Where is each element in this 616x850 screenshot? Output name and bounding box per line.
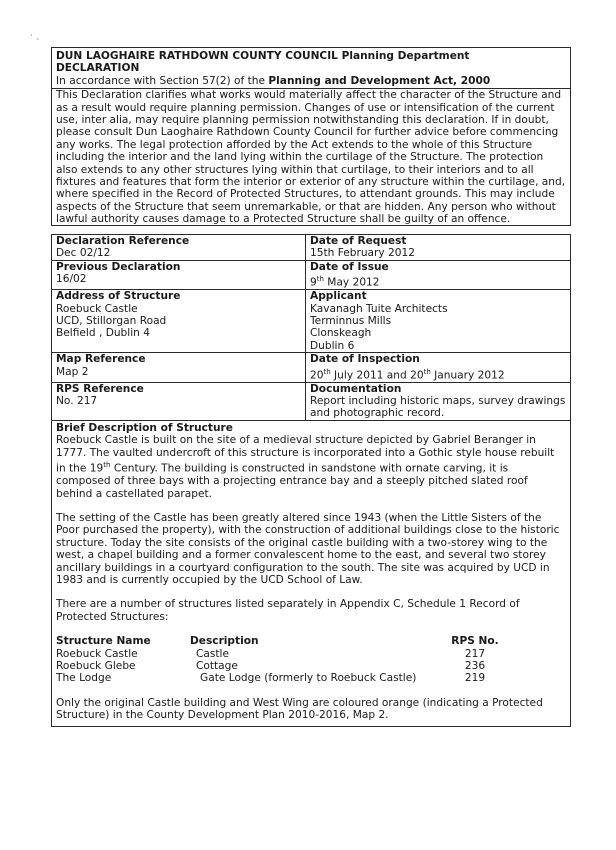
structure-rps-cell: 236 [464, 660, 486, 673]
date-of-issue-value: 9th May 2012 [310, 275, 380, 289]
details-row-3 [52, 289, 570, 352]
rps-reference-cell [52, 383, 306, 420]
act-name: Planning and Development Act, 2000 [268, 74, 491, 87]
declaration-header-box [51, 47, 571, 226]
previous-declaration-cell [52, 261, 306, 289]
council-title: DUN LAOGHAIRE RATHDOWN COUNTY COUNCIL Planning Department [56, 50, 470, 62]
offence-text: Any person who without lawful authority causes damage to a Protected Structure shall be guilty of an offence. [56, 200, 556, 226]
declaration-reference-cell [52, 235, 306, 260]
details-row-4 [52, 352, 570, 381]
documentation-value: Report including historic maps, survey drawings and photographic record. [310, 394, 566, 420]
structure-rps-cell: 217 [464, 647, 486, 660]
intro-text: This Declaration clarifies what works would materially affect the character of the Structure and as a result would require planning permission. Changes of use or intensification of the current use, inter alia, may require planning permission notwithstanding this declaration. If in doubt, please consult Dun Laoghaire Rathdown County Council for further advice before commencing any works. The legal protection afforded by the Act extends to the whole of this Structure including the interior and the land lying within the curtilage of the Structure. The protection also extends to any other structures lying within that curtilage, to their interiors and to all fixtures and features that form the interior or exterior of any structure within the curtilage, and, where specified in the Record of Protected Structures, to attendant grounds. This may include aspects of the Structure that seem unremarkable, or that are hidden. Any person who without lawful authority causes damage to a Protected Structure shall be guilty of an offence. [56, 89, 566, 226]
previous-declaration-value: 16/02 [56, 273, 87, 286]
date-of-request-value: 15th February 2012 [310, 247, 415, 260]
description-paragraph-2: The setting of the Castle has been greatly altered since 1943 (when the Little Sisters of the Poor purchased the property), with the construction of additional buildings close to the historic structure. Today the site consists of the original castle building with a two-storey wing to the west, a chapel building and a former convalescent home to the east, and several two storey ancillary buildings in a courtyard configuration to the south. The site was acquired by UCD in 1983 and is currently occupied by the UCD School of Law. [56, 511, 560, 586]
structure-name-cell: The Lodge [56, 672, 112, 685]
declaration-details-table [51, 234, 571, 421]
structure-description-box [51, 420, 571, 727]
address-line: Belfield , Dublin 4 [56, 327, 150, 340]
address-cell [52, 290, 306, 352]
intro-block [52, 88, 570, 225]
description-content [52, 421, 570, 723]
details-row-5 [52, 382, 570, 420]
structure-rps-cell: 219 [464, 672, 486, 685]
applicant-cell [306, 290, 570, 352]
rps-reference-value: No. 217 [56, 394, 98, 407]
structure-description-cell: Gate Lodge (formerly to Roebuck Castle) [200, 672, 417, 685]
structure-name-header: Structure Name [56, 635, 151, 648]
date-of-inspection-cell [306, 353, 570, 381]
applicant-line: Dublin 6 [310, 339, 355, 352]
address-line: UCD, Stillorgan Road [56, 314, 167, 327]
address-label: Address of Structure [56, 290, 181, 303]
address-line: Roebuck Castle [56, 302, 138, 315]
declaration-reference-label: Declaration Reference [56, 235, 190, 247]
scan-corner-mark: · ˎ [30, 31, 41, 41]
applicant-label: Applicant [310, 290, 367, 303]
date-of-issue-cell [306, 261, 570, 289]
details-row-2 [52, 260, 570, 289]
structure-description-cell: Castle [196, 647, 230, 660]
map-reference-cell [52, 353, 306, 381]
description-paragraph-4: Only the original Castle building and West Wing are coloured orange (indicating a Protected Structure) in the County Development Plan 2010-2016, Map 2. [56, 696, 543, 722]
documentation-cell [306, 383, 570, 420]
structure-description-cell: Cottage [196, 660, 238, 673]
applicant-line: Clonskeagh [310, 327, 372, 340]
description-paragraph-3: There are a number of structures listed separately in Appendix C, Schedule 1 Record of Protected Structures: [56, 598, 520, 623]
rps-reference-label: RPS Reference [56, 382, 144, 395]
applicant-line: Kavanagh Tuite Architects [310, 302, 448, 315]
previous-declaration-label: Previous Declaration [56, 260, 181, 273]
date-of-inspection-label: Date of Inspection [310, 353, 420, 366]
description-paragraph-1: Roebuck Castle is built on the site of a medieval structure depicted by Gabriel Beranger in 1777. The vaulted undercroft of this structure is incorporated into a Gothic style house rebuilt in the 19th Century. The building is constructed in sandstone with ornate carving, it is composed of three bays with a projecting entrance bay and a steeply pitched slated roof behind a castellated parapet. [56, 434, 555, 500]
declaration-title: DECLARATION [56, 62, 140, 75]
protected-structures-table [56, 635, 566, 685]
declaration-reference-value: Dec 02/12 [56, 247, 111, 260]
section-reference [56, 75, 566, 87]
map-reference-value: Map 2 [56, 365, 89, 378]
date-of-request-cell [306, 235, 570, 260]
details-row-1 [52, 235, 570, 260]
date-of-inspection-value: 20th July 2011 and 20th January 2012 [310, 367, 505, 382]
description-heading: Brief Description of Structure [56, 422, 233, 434]
header-title-block [52, 48, 570, 88]
date-of-request-label: Date of Request [310, 235, 407, 247]
map-reference-label: Map Reference [56, 353, 146, 366]
rps-header: RPS No. [451, 635, 499, 648]
applicant-line: Terminnus Mills [310, 314, 392, 327]
section-prefix: In accordance with Section 57(2) of the [56, 74, 266, 87]
date-of-issue-label: Date of Issue [310, 260, 389, 273]
structure-name-cell: Roebuck Castle [56, 647, 138, 660]
structure-name-cell: Roebuck Glebe [56, 660, 136, 673]
documentation-label: Documentation [310, 382, 402, 395]
description-header: Description [190, 635, 259, 648]
